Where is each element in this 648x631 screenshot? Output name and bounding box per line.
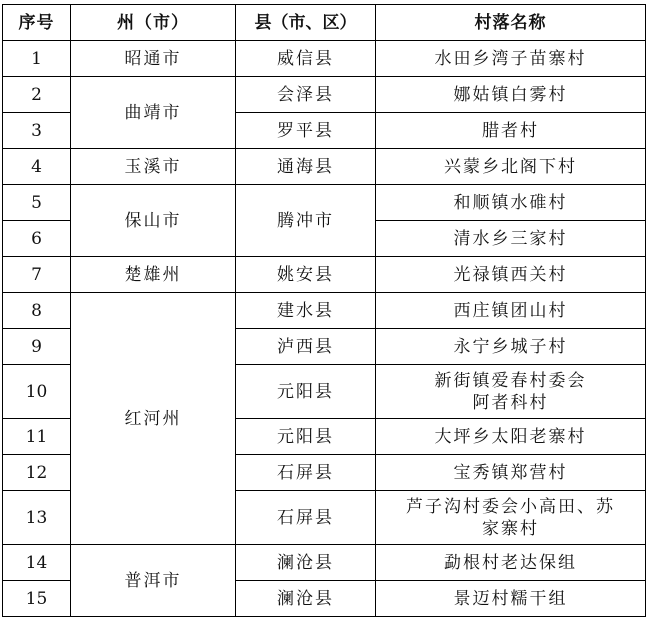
table-row [3, 293, 646, 329]
prefecture-cell: 普洱市 [71, 545, 236, 617]
village-line-1: 新街镇爱春村委会 [434, 370, 587, 391]
village-cell: 永宁乡城子村 [376, 329, 646, 365]
village-cell: 勐根村老达保组 [376, 545, 646, 581]
prefecture-cell: 曲靖市 [71, 77, 236, 149]
village-cell: 光禄镇西关村 [376, 257, 646, 293]
table-row [3, 41, 646, 77]
village-cell: 大坪乡太阳老寨村 [376, 419, 646, 455]
village-line-1: 芦子沟村委会小高田、苏 [406, 496, 615, 517]
header-prefecture: 州（市） [71, 5, 236, 41]
village-cell: 景迈村糯干组 [376, 581, 646, 617]
village-cell: 和顺镇水碓村 [376, 185, 646, 221]
row-seq: 10 [3, 365, 71, 419]
row-seq: 3 [3, 113, 71, 149]
county-cell: 澜沧县 [236, 545, 376, 581]
county-cell: 威信县 [236, 41, 376, 77]
row-seq: 4 [3, 149, 71, 185]
county-cell: 罗平县 [236, 113, 376, 149]
village-line-2: 家寨村 [482, 518, 539, 539]
village-cell: 水田乡湾子苗寨村 [376, 41, 646, 77]
row-seq: 2 [3, 77, 71, 113]
village-cell: 清水乡三家村 [376, 221, 646, 257]
row-seq: 15 [3, 581, 71, 617]
county-cell: 石屏县 [236, 455, 376, 491]
village-cell [376, 491, 646, 545]
header-county: 县（市、区） [236, 5, 376, 41]
row-seq: 6 [3, 221, 71, 257]
row-seq: 14 [3, 545, 71, 581]
prefecture-cell: 红河州 [71, 293, 236, 545]
prefecture-cell: 保山市 [71, 185, 236, 257]
county-cell: 建水县 [236, 293, 376, 329]
village-cell: 兴蒙乡北阁下村 [376, 149, 646, 185]
row-seq: 7 [3, 257, 71, 293]
row-seq: 9 [3, 329, 71, 365]
prefecture-cell: 楚雄州 [71, 257, 236, 293]
county-cell: 元阳县 [236, 419, 376, 455]
prefecture-cell: 昭通市 [71, 41, 236, 77]
table-row [3, 545, 646, 581]
village-cell: 腊者村 [376, 113, 646, 149]
table-row [3, 185, 646, 221]
table-header-row [3, 5, 646, 41]
county-cell: 通海县 [236, 149, 376, 185]
row-seq: 11 [3, 419, 71, 455]
village-table [2, 4, 646, 617]
county-cell: 腾冲市 [236, 185, 376, 257]
table-row [3, 149, 646, 185]
row-seq: 8 [3, 293, 71, 329]
header-village: 村落名称 [376, 5, 646, 41]
county-cell: 姚安县 [236, 257, 376, 293]
header-seq: 序号 [3, 5, 71, 41]
county-cell: 泸西县 [236, 329, 376, 365]
row-seq: 12 [3, 455, 71, 491]
row-seq: 13 [3, 491, 71, 545]
county-cell: 会泽县 [236, 77, 376, 113]
county-cell: 石屏县 [236, 491, 376, 545]
county-cell: 澜沧县 [236, 581, 376, 617]
row-seq: 5 [3, 185, 71, 221]
row-seq: 1 [3, 41, 71, 77]
village-cell: 宝秀镇郑营村 [376, 455, 646, 491]
prefecture-cell: 玉溪市 [71, 149, 236, 185]
village-cell: 西庄镇团山村 [376, 293, 646, 329]
county-cell: 元阳县 [236, 365, 376, 419]
village-line-2: 阿者科村 [472, 392, 549, 413]
table-row [3, 77, 646, 113]
village-cell [376, 365, 646, 419]
village-cell: 娜姑镇白雾村 [376, 77, 646, 113]
table-row [3, 257, 646, 293]
